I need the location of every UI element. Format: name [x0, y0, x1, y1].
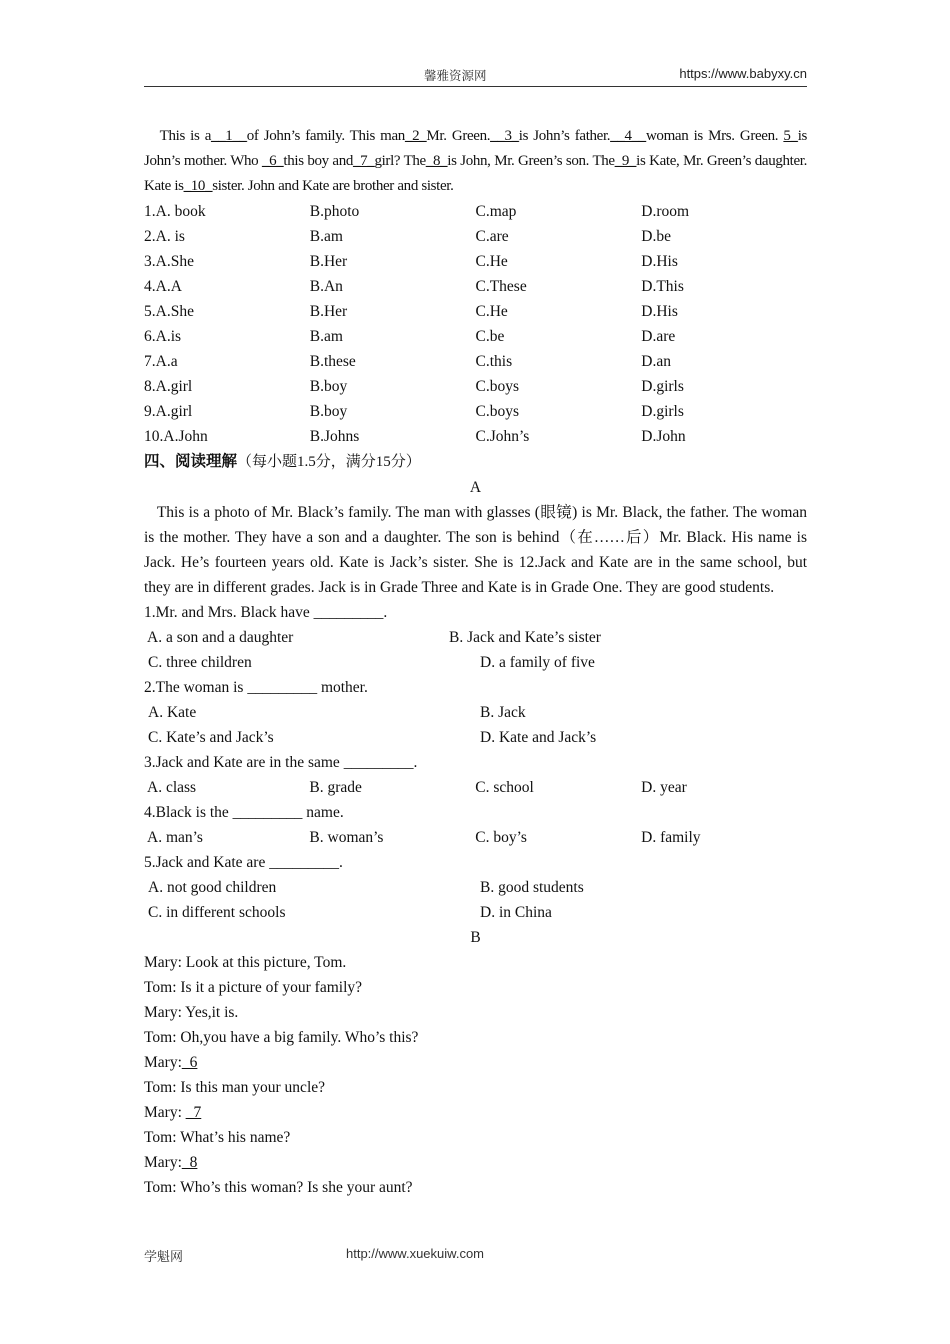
dialogue-line: Tom: Oh,you have a big family. Who’s this?: [144, 1029, 419, 1046]
dialogue-line: Mary:_8: [144, 1154, 198, 1171]
document-body: [144, 124, 807, 1200]
option-row: 8.A.girl B.boy C.boys D.girls: [144, 378, 684, 395]
q1-option-a: A. a son and a daughter: [147, 629, 294, 646]
blank-3: __3_: [490, 128, 519, 144]
question-3: 3.Jack and Kate are in the same _________.: [144, 754, 418, 771]
q5-option-c: C. in different schools: [148, 904, 286, 921]
option-row: 9.A.girl B.boy C.boys D.girls: [144, 403, 684, 420]
dialogue-line: Tom: Is this man your uncle?: [144, 1079, 326, 1096]
dialogue-line: Tom: What’s his name?: [144, 1129, 291, 1146]
header-site-name: 馨雅资源网: [424, 68, 487, 83]
option-row: 1.A. book B.photo C.map D.room: [144, 203, 690, 220]
q2-option-d: D. Kate and Jack’s: [480, 729, 597, 746]
blank-6: _6_: [261, 153, 284, 169]
q5-option-b: B. good students: [480, 879, 584, 896]
blank-9: _9_: [614, 153, 637, 169]
option-row: 6.A.is B.am C.be D.are: [144, 328, 676, 345]
q5-option-a: A. not good children: [148, 879, 277, 896]
q4-options: A. man’s B. woman’s C. boy’s D. family: [147, 829, 701, 846]
dialogue-line: Tom: Who’s this woman? Is she your aunt?: [144, 1179, 413, 1196]
option-row: 3.A.She B.Her C.He D.His: [144, 253, 678, 270]
page-header: [144, 64, 807, 87]
dialogue-blank-7: _7: [185, 1104, 202, 1121]
q2-option-c: C. Kate’s and Jack’s: [148, 729, 274, 746]
blank-10: _10_: [183, 178, 213, 194]
dialogue-blank-6: _6: [181, 1054, 198, 1071]
option-row: 5.A.She B.Her C.He D.His: [144, 303, 678, 320]
q3-options: A. class B. grade C. school D. year: [147, 779, 687, 796]
blank-1: __1__: [211, 128, 247, 144]
question-2: 2.The woman is _________ mother.: [144, 679, 368, 696]
page-footer: [144, 1246, 484, 1265]
question-4: 4.Black is the _________ name.: [144, 804, 344, 821]
footer-url[interactable]: http://www.xuekuiw.com: [346, 1246, 484, 1261]
blank-2: _2_: [404, 128, 427, 144]
q2-option-b: B. Jack: [480, 704, 526, 721]
blank-5: 5_: [783, 128, 798, 144]
q1-option-c: C. three children: [148, 654, 252, 671]
dialogue-blank-8: _8: [181, 1154, 198, 1171]
dialogue-line: Mary: Yes,it is.: [144, 1004, 239, 1021]
cloze-passage: This is a__1__of John’s family. This man_2_Mr. Green.__3_is John’s father.__4__woman is Mrs. Green. 5_is John’s mother. Who _6_this boy and_7_girl? The_8_is John, Mr. Green’s son. The_9_is Kate, Mr. Green’s daughter. Kate is_10_sister. John and Kate are brother and sister.: [144, 128, 808, 194]
option-row: 4.A.A B.An C.These D.This: [144, 278, 684, 295]
passage-b-label: B: [470, 929, 481, 946]
dialogue-line: Mary: Look at this picture, Tom.: [144, 954, 347, 971]
option-row: 10.A.John B.Johns C.John’s D.John: [144, 428, 686, 445]
dialogue-line: Mary: _7: [144, 1104, 202, 1121]
cloze-options: [144, 199, 807, 449]
dialogue-line: Tom: Is it a picture of your family?: [144, 979, 363, 996]
section-score-note: （每小题1.5分，满分15分）: [237, 454, 421, 470]
question-1: 1.Mr. and Mrs. Black have _________.: [144, 604, 388, 621]
passage-a-label: A: [469, 479, 482, 496]
q5-option-d: D. in China: [480, 904, 552, 921]
option-row: 7.A.a B.these C.this D.an: [144, 353, 671, 370]
option-row: 2.A. is B.am C.are D.be: [144, 228, 671, 245]
q2-option-a: A. Kate: [148, 704, 197, 721]
passage-a-text: This is a photo of Mr. Black’s family. The man with glasses (眼镜) is Mr. Black, the father. The woman is the mother. They have a son and a daughter. The son is behind（在……后）Mr. Black. His name is Jack. He’s fourteen years old. Kate is Jack’s sister. She is 12.Jack and Kate are in the same school, but they are in different grades. Jack is in Grade Three and Kate is in Grade One. They are good students.: [144, 504, 808, 596]
blank-8: _8_: [425, 153, 448, 169]
q1-option-b: B. Jack and Kate’s sister: [449, 629, 601, 646]
dialogue-line: Mary:_6: [144, 1054, 198, 1071]
blank-7: _7_: [353, 153, 375, 169]
footer-site-name: 学魁网: [144, 1250, 184, 1265]
section-heading: 四、阅读理解（每小题1.5分，满分15分）: [144, 452, 421, 470]
header-url[interactable]: https://www.babyxy.cn: [679, 66, 807, 81]
question-5: 5.Jack and Kate are _________.: [144, 854, 343, 871]
blank-4: __4__: [610, 128, 646, 144]
q1-option-d: D. a family of five: [480, 654, 595, 671]
